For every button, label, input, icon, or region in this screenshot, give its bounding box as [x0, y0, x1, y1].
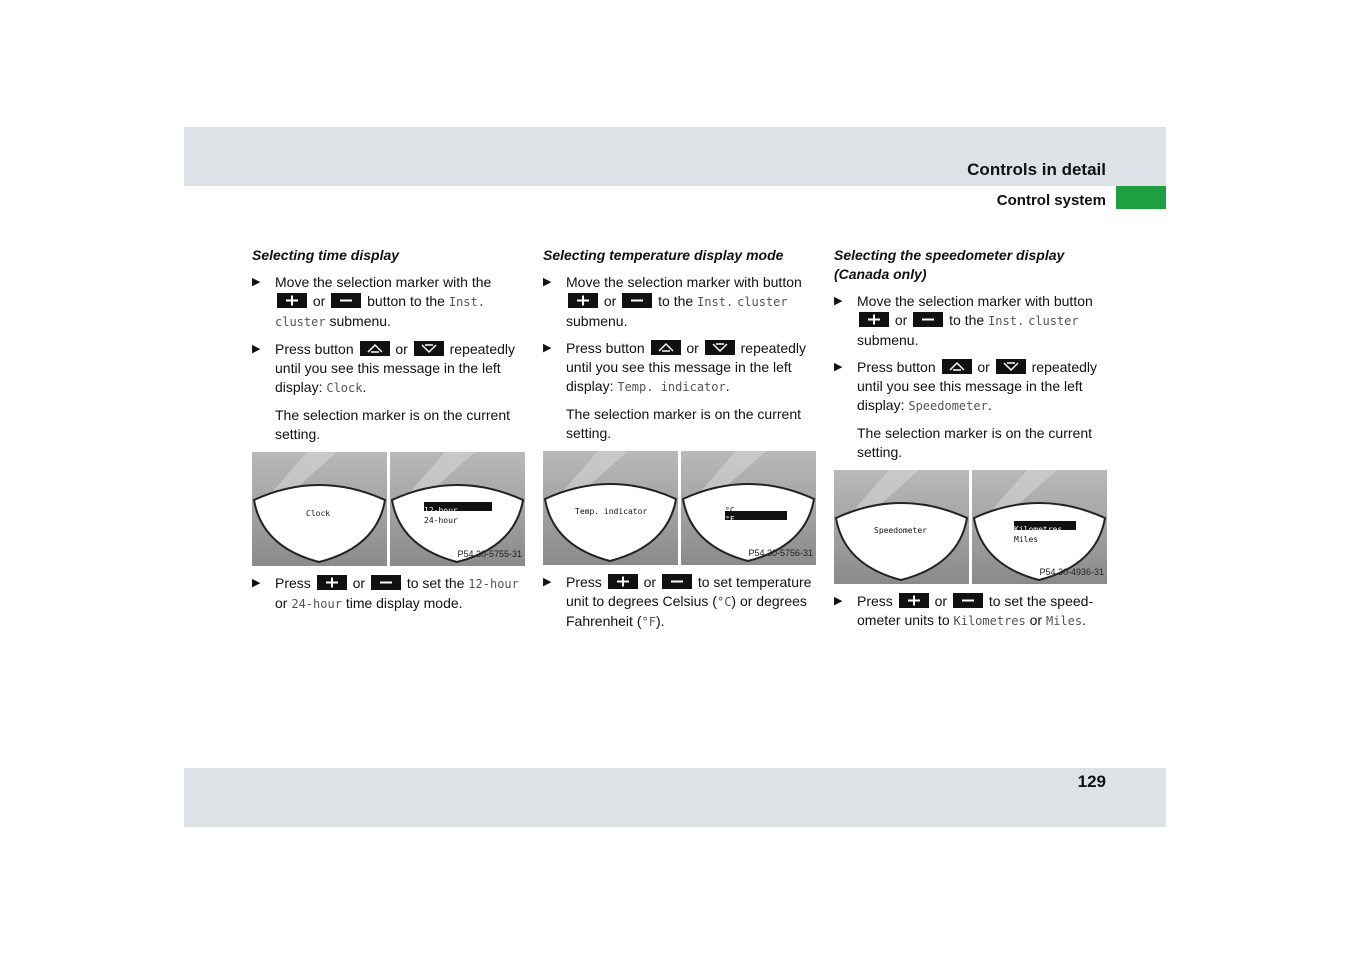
display-selected-line: °F — [725, 515, 735, 524]
instruction-step: ▶ Press or to set temperature unit to degrees Celsius (°C) or degrees Fahrenheit (°F). — [543, 574, 812, 629]
display-line: Miles — [1014, 535, 1039, 544]
plus-button-icon — [568, 293, 598, 308]
display-images — [834, 470, 1108, 584]
display-image-left — [252, 452, 387, 566]
column-time-display — [252, 246, 526, 622]
display-selected-line: 12-hour — [424, 506, 458, 515]
minus-button-icon — [371, 575, 401, 590]
minus-button-icon — [953, 593, 983, 608]
plus-button-icon — [859, 312, 889, 327]
plus-button-icon — [899, 593, 929, 608]
display-text: Clock — [306, 509, 331, 518]
display-line: °C — [725, 506, 735, 515]
display-image-left — [543, 451, 678, 565]
instruction-step: ▶ Press button or repeatedly until you see this message in the left display: Temp. indicator. — [543, 340, 807, 394]
plus-button-icon — [317, 575, 347, 590]
column-speedometer-display — [834, 246, 1108, 639]
minus-button-icon — [331, 293, 361, 308]
instruction-step: ▶ Move the selection marker with the or button to the Inst. cluster submenu. — [252, 274, 492, 329]
instruction-step: ▶ Move the selection marker with button or to the Inst. cluster submenu. — [543, 274, 802, 329]
triangle-bullet-icon: ▶ — [252, 276, 261, 288]
instruction-step: ▶ Press or to set the 12-hour or 24-hour time display mode. — [252, 575, 519, 611]
image-code: P54.30-5756-31 — [748, 548, 813, 558]
plus-button-icon — [608, 574, 638, 589]
display-image-right — [390, 452, 525, 566]
image-code: P54.30-5755-31 — [457, 549, 522, 559]
section-heading: Selecting the speedometer display (Canada only) — [834, 247, 1065, 282]
display-images — [543, 451, 817, 565]
down-arrow-button-icon — [996, 359, 1026, 374]
display-text: Temp. indicator — [575, 507, 648, 516]
up-arrow-button-icon — [651, 340, 681, 355]
instruction-step: ▶ Press button or repeatedly until you see this message in the left display: Speedometer. — [834, 359, 1098, 413]
display-image-right — [681, 451, 816, 565]
up-arrow-button-icon — [942, 359, 972, 374]
triangle-bullet-icon: ▶ — [252, 577, 261, 589]
triangle-bullet-icon: ▶ — [834, 595, 843, 607]
instruction-step: ▶ Move the selection marker with button or to the Inst. cluster submenu. — [834, 293, 1093, 348]
minus-button-icon — [913, 312, 943, 327]
display-text: Speedometer — [874, 526, 927, 535]
triangle-bullet-icon: ▶ — [834, 361, 843, 373]
image-code: P54.30-4936-31 — [1039, 567, 1104, 577]
page-subtitle: Control system — [996, 192, 1106, 209]
triangle-bullet-icon: ▶ — [252, 343, 261, 355]
minus-button-icon — [622, 293, 652, 308]
plus-button-icon — [277, 293, 307, 308]
triangle-bullet-icon: ▶ — [834, 295, 843, 307]
footer-band — [184, 768, 1166, 827]
page-title: Controls in detail — [967, 160, 1106, 179]
triangle-bullet-icon: ▶ — [543, 576, 552, 588]
note-text: The selection marker is on the current setting. — [566, 406, 801, 441]
down-arrow-button-icon — [414, 341, 444, 356]
triangle-bullet-icon: ▶ — [543, 276, 552, 288]
note-text: The selection marker is on the current setting. — [275, 407, 510, 442]
display-images — [252, 452, 526, 566]
instruction-step: ▶ Press or to set the speed-ometer units to Kilometres or Miles. — [834, 593, 1094, 628]
note-text: The selection marker is on the current setting. — [857, 425, 1092, 460]
down-arrow-button-icon — [705, 340, 735, 355]
display-selected-line: Kilometres — [1014, 525, 1063, 534]
display-image-right — [972, 470, 1107, 584]
display-image-left — [834, 470, 969, 584]
display-line: 24-hour — [424, 516, 458, 525]
instruction-step: ▶ Press button or repeatedly until you see this message in the left display: Clock. — [252, 341, 516, 395]
up-arrow-button-icon — [360, 341, 390, 356]
page-number: 129 — [1077, 772, 1106, 791]
minus-button-icon — [662, 574, 692, 589]
column-temperature-display — [543, 246, 817, 640]
triangle-bullet-icon: ▶ — [543, 342, 552, 354]
section-heading: Selecting time display — [252, 247, 400, 263]
section-heading: Selecting temperature display mode — [543, 247, 784, 263]
section-tab — [1116, 186, 1166, 209]
